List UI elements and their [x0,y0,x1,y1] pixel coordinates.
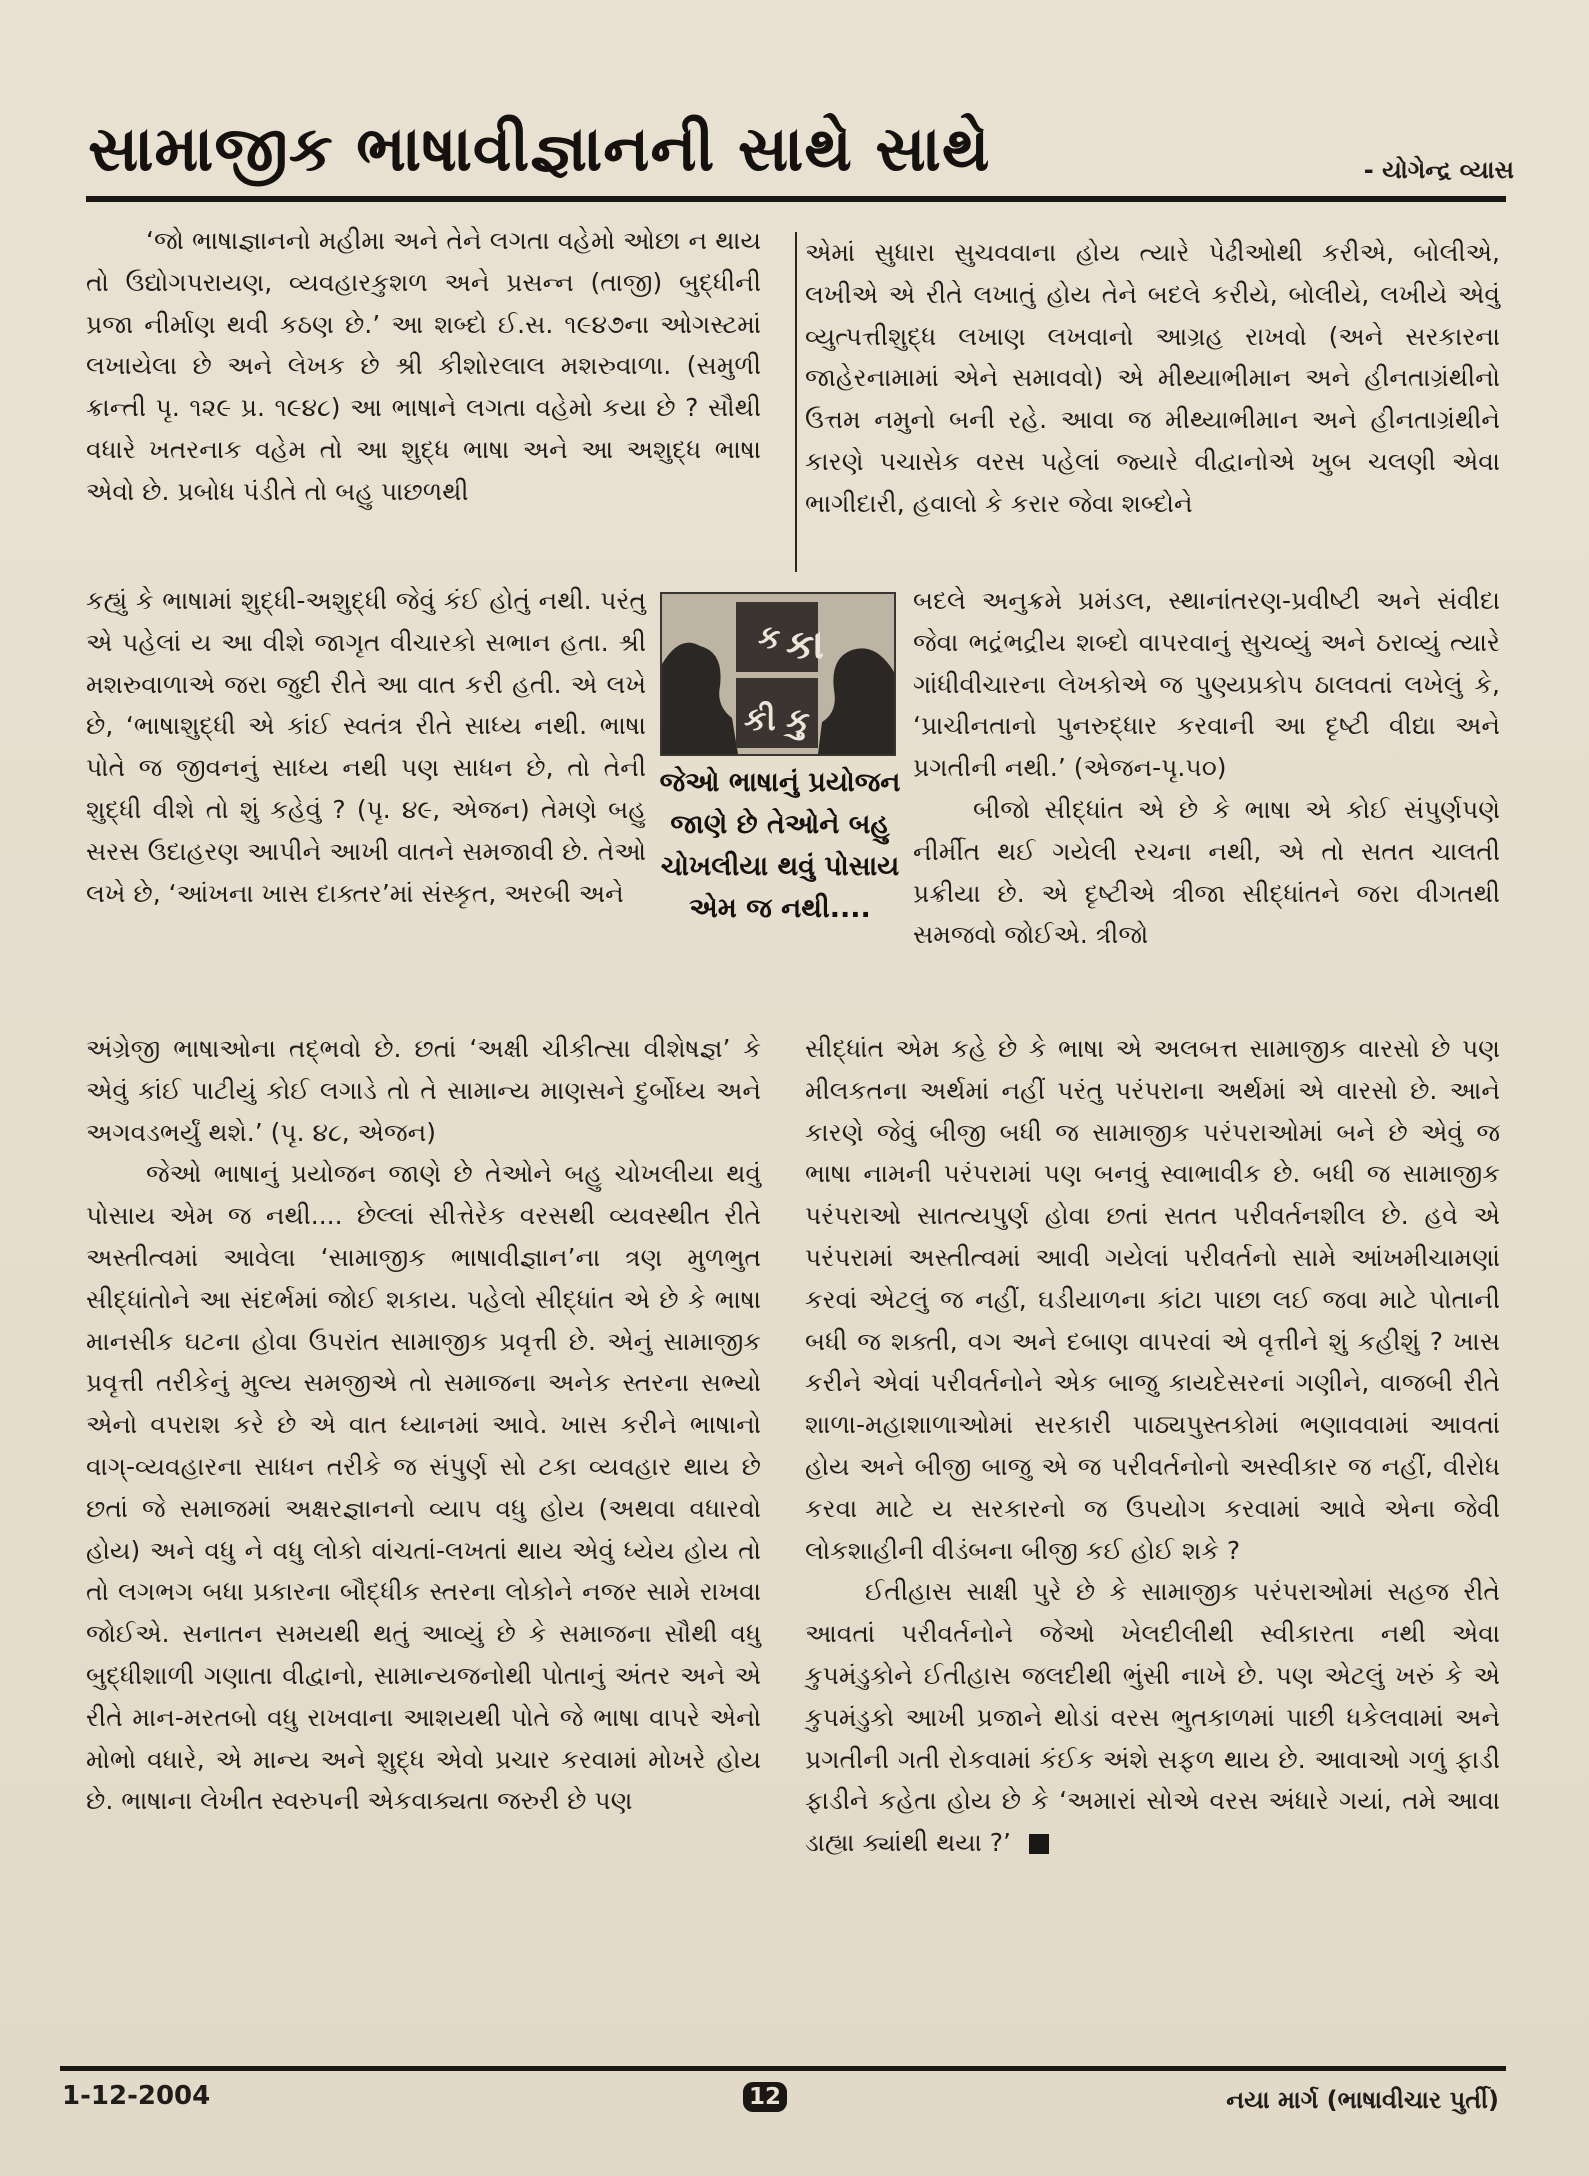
illustration-letter: કુ [786,701,811,741]
left-column-middle [86,580,646,914]
illustration-letter: ક [758,618,781,656]
closing-paragraph-text: ઈતીહાસ સાક્ષી પુરે છે કે સામાજીક પરંપરાઓમાં સહજ રીતે આવતાં પરીવર્તનોને જેઓ ખેલદીલીથી સ્વીકારતા નથી એવા કુપમંડુકોને ઈતીહાસ જલદીથી ભુંસી નાખે છે. પણ એટલું ખરું કે એ કુપમંડુકો આખી પ્રજાને થોડાં વરસ ભુતકાળમાં પાછી ધકેલવામાં અને પ્રગતીની ગતી રોકવામાં કંઈક અંશે સફળ થાય છે. આવાઓ ગળું ફાડી ફાડીને કહેતા હોય છે કે ‘અમારાં સોએ વરસ અંધારે ગયાં, તમે આવા ડાહ્યા ક્યાંથી થયા ?’ [805,1577,1500,1858]
right-column-top [805,232,1500,525]
article-author: - યોગેન્દ્ર વ્યાસ [1363,156,1514,184]
illustration-two-heads [660,592,896,756]
pull-quote: જેઓ ભાષાનું પ્રયોજન જાણે છે તેઓને બહુ ચોખલીયા થવું પોસાય એમ જ નથી.... [659,767,901,924]
paragraph: ‘જો ભાષાજ્ઞાનનો મહીમા અને તેને લગતા વહેમો ઓછા ન થાય તો ઉદ્યોગપરાયણ, વ્યવહારકુશળ અને પ્રસન્ન (તાજી) બુદ્ધીની પ્રજા નીર્માણ થવી કઠણ છે.’ આ શબ્દો ઈ.સ. ૧૯૪૭ના ઓગસ્ટમાં લખાયેલા છે અને લેખક છે શ્રી કીશોરલાલ મશરુવાળા. (સમુળી ક્રાન્તી પૃ. ૧૨૯ પ્ર. ૧૯૪૮) આ ભાષાને લગતા વહેમો કયા છે ? સૌથી વધારે ખતરનાક વહેમ તો આ શુદ્ધ ભાષા અને આ અશુદ્ધ ભાષા એવો છે. પ્રબોધ પંડીતે તો બહુ પાછળથી [86,226,761,506]
right-column-middle [913,580,1500,956]
paragraph: એમાં સુધારા સુચવવાના હોય ત્યારે પેઢીઓથી કરીએ, બોલીએ, લખીએ એ રીતે લખાતું હોય તેને બદલે કરીયે, બોલીયે, લખીયે એવું વ્યુત્પત્તીશુદ્ધ લખાણ લખવાનો આગ્રહ રાખવો (અને સરકારના જાહેરનામામાં એને સમાવવો) એ મીથ્યાભીમાન અને હીનતાગ્રંથીનો ઉત્તમ નમુનો બની રહે. આવા જ મીથ્યાભીમાન અને હીનતાગ્રંથીને કારણે પચાસેક વરસ પહેલાં જ્યારે વીદ્વાનોએ ખુબ ચલણી એવા ભાગીદારી, હવાલો કે કરાર જેવા શબ્દોને [805,238,1500,518]
paragraph [805,1571,1500,1864]
paragraph: જેઓ ભાષાનું પ્રયોજન જાણે છે તેઓને બહુ ચોખલીયા થવું પોસાય એમ જ નથી.... છેલ્લાં સીત્તેરેક વરસથી વ્યવસ્થીત રીતે અસ્તીત્વમાં આવેલા ‘સામાજીક ભાષાવીજ્ઞાન’ના ત્રણ મુળભુત સીદ્ધાંતોને આ સંદર્ભમાં જોઈ શકાય. પહેલો સીદ્ધાંત એ છે કે ભાષા માનસીક ઘટના હોવા ઉપરાંત સામાજીક પ્રવૃત્તી છે. એનું સામાજીક પ્રવૃત્તી તરીકેનું મુલ્ય સમજીએ તો સમાજના અનેક સ્તરના સભ્યો એનો વપરાશ કરે છે એ વાત ધ્યાનમાં આવે. ખાસ કરીને ભાષાનો વાગ્-વ્યવહારના સાધન તરીકે જ સંપુર્ણ સો ટકા વ્યવહાર થાય છે છતાં જે સમાજમાં અક્ષરજ્ઞાનનો વ્યાપ વધુ હોય (અથવા વધારવો હોય) અને વધુ ને વધુ લોકો વાંચતાં-લખતાં થાય એવું ધ્યેય હોય તો તો લગભગ બધા પ્રકારના બૌદ્ધીક સ્તરના લોકોને નજર સામે રાખવા જોઈએ. સનાતન સમયથી થતું આવ્યું છે કે સમાજના સૌથી વધુ બુદ્ધીશાળી ગણાતા વીદ્વાનો, સામાન્યજનોથી પોતાનું અંતર અને એ રીતે માન-મરતબો વધુ રાખવાના આશયથી પોતે જે ભાષા વાપરે એનો મોભો વધારે, એ માન્ય અને શુદ્ધ એવો પ્રચાર કરવામાં મોખરે હોય છે. ભાષાના લેખીત સ્વરુપની એકવાક્યતા જરુરી છે પણ [86,1159,761,1816]
column-divider [795,232,797,572]
article-title: સામાજીક ભાષાવીજ્ઞાનની સાથે સાથે [88,112,991,185]
end-mark-icon [1029,1834,1049,1854]
paragraph: સીદ્ધાંત એમ કહે છે કે ભાષા એ અલબત્ત સામાજીક વારસો છે પણ મીલકતના અર્થમાં નહીં પરંતુ પરંપરાના અર્થમાં એ વારસો છે. આને કારણે જેવું બીજી બધી જ સામાજીક પરંપરાઓમાં બને છે એવું જ ભાષા નામની પરંપરામાં પણ બનવું સ્વાભાવીક છે. બધી જ સામાજીક પરંપરાઓ સાતત્યપુર્ણ હોવા છતાં સતત પરીવર્તનશીલ છે. હવે એ પરંપરામાં અસ્તીત્વમાં આવી ગયેલાં પરીવર્તનો સામે આંખમીચામણાં કરવાં એટલું જ નહીં, ઘડીયાળના કાંટા પાછા લઈ જવા માટે પોતાની બધી જ શક્તી, વગ અને દબાણ વાપરવાં એ વૃત્તીને શું કહીશું ? ખાસ કરીને એવાં પરીવર્તનોને એક બાજુ કાયદેસરનાં ગણીને, વાજબી રીતે શાળા-મહાશાળાઓમાં સરકારી પાઠ્યપુસ્તકોમાં ભણાવવામાં આવતાં હોય અને બીજી બાજુ એ જ પરીવર્તનોનો અસ્વીકાર જ નહીં, વીરોધ કરવા માટે ય સરકારનો જ ઉપયોગ કરવામાં આવે એના જેવી લોકશાહીની વીડંબના બીજી કઈ હોઈ શકે ? [805,1034,1500,1565]
paragraph: બદલે અનુક્રમે પ્રમંડલ, સ્થાનાંતરણ-પ્રવીષ્ટી અને સંવીદા જેવા ભદ્રંભદ્રીય શબ્દો વાપરવાનું સુચવ્યું અને ઠરાવ્યું ત્યારે ગાંધીવીચારના લેખકોએ જ પુણ્યપ્રકોપ ઠાલવતાં લખેલું કે, ‘પ્રાચીનતાનો પુનરુદ્ધાર કરવાની આ દૃષ્ટી વીદ્યા અને પ્રગતીની નથી.’ (એજન-પૃ.૫૦) [913,586,1500,783]
issue-date: 1-12-2004 [62,2081,211,2111]
footer-rule [60,2066,1506,2071]
page-number: 12 [743,2082,787,2112]
right-column-bottom [805,1028,1500,1864]
header-rule [86,196,1506,202]
left-column-bottom [86,1028,761,1822]
paragraph: બીજો સીદ્ધાંત એ છે કે ભાષા એ કોઈ સંપુર્ણપણે નીર્મીત થઈ ગયેલી રચના નથી, એ તો સતત ચાલતી પ્રક્રીયા છે. એ દૃષ્ટીએ ત્રીજા સીદ્ધાંતને જરા વીગતથી સમજવો જોઈએ. ત્રીજો [913,794,1500,950]
illustration-letter: કી [744,700,776,738]
left-column-top [86,220,761,513]
illustration-letter: કા [786,622,825,668]
publication-name: નયા માર્ગ (ભાષાવીચાર પુર્તી) [1226,2086,1499,2114]
paragraph: અંગ્રેજી ભાષાઓના તદ્ભવો છે. છતાં ‘અક્ષી ચીકીત્સા વીશેષજ્ઞ’ કે એવું કાંઈ પાટીયું કોઈ લગાડે તો તે સામાન્ય માણસને દુર્બોધ્ય અને અગવડભર્યું થશે.’ (પૃ. ૪૮, એજન) [86,1034,761,1147]
illustration-svg [662,594,894,754]
paragraph: કહ્યું કે ભાષામાં શુદ્ધી-અશુદ્ધી જેવું કંઈ હોતું નથી. પરંતુ એ પહેલાં ય આ વીશે જાગૃત વીચારકો સભાન હતા. શ્રી મશરુવાળાએ જરા જુદી રીતે આ વાત કરી હતી. એ લખે છે, ‘ભાષાશુદ્ધી એ કાંઈ સ્વતંત્ર રીતે સાધ્ય નથી. ભાષા પોતે જ જીવનનું સાધ્ય નથી પણ સાધન છે, તો તેની શુદ્ધી વીશે તો શું કહેવું ? (પૃ. ૪૯, એજન) તેમણે બહુ સરસ ઉદાહરણ આપીને આખી વાતને સમજાવી છે. તેઓ લખે છે, ‘આંખના ખાસ દાક્તર’માં સંસ્કૃત, અરબી અને [86,586,646,908]
